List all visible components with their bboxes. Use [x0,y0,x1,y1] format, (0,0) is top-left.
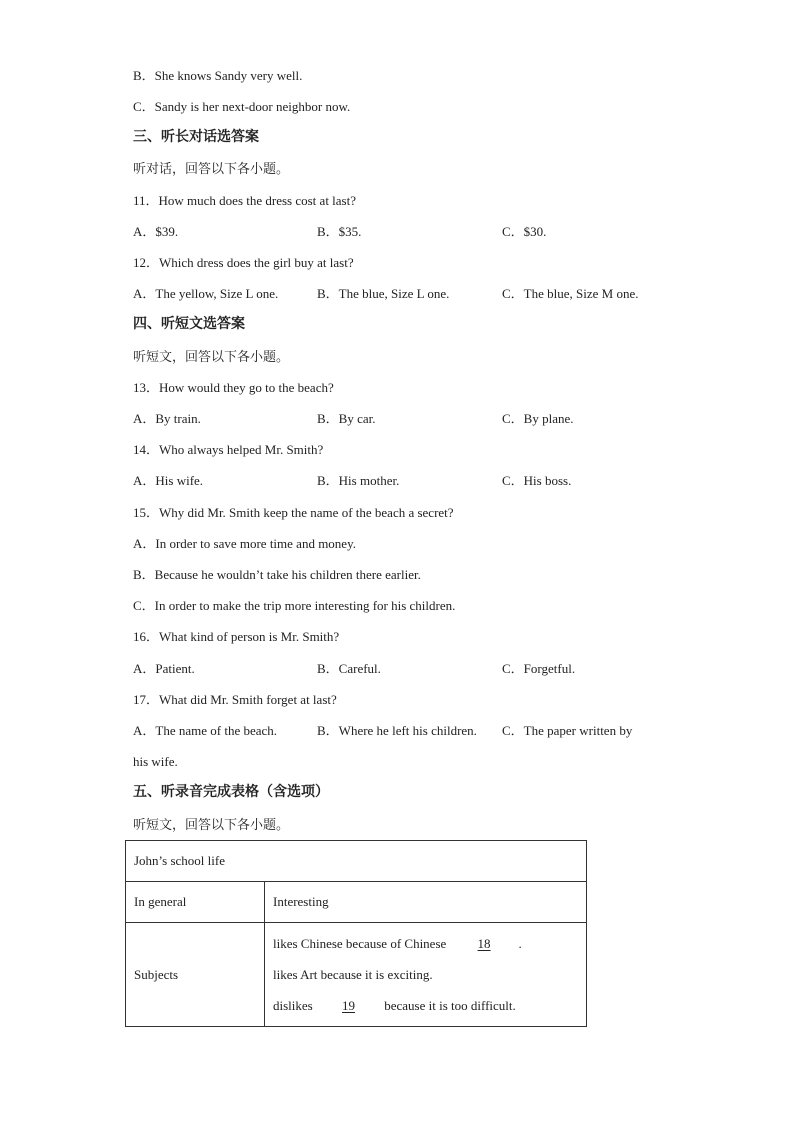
q12-option-c: C．The blue, Size M one. [502,286,639,301]
q11-option-b: B．$35. [317,224,362,239]
dislikes-reason: because it is too difficult. [380,998,516,1013]
question-11: 11．How much does the dress cost at last? [133,193,356,208]
q12-option-b: B．The blue, Size L one. [317,286,450,301]
table-cell-subjects-details [265,923,587,1027]
q16-option-a: A．Patient. [133,661,195,676]
table-header-interesting: Interesting [265,882,587,923]
question-13: 13．How would they go to the beach? [133,380,334,395]
question-12: 12．Which dress does the girl buy at last? [133,255,354,270]
q14-option-b: B．His mother. [317,473,400,488]
q17-option-a: A．The name of the beach. [133,723,278,738]
table-title: John’s school life [126,841,587,882]
q17-option-c: C．The paper written by [502,723,633,738]
chinese-period: . [518,936,522,951]
chinese-text: likes Chinese because of Chinese [273,936,450,951]
table-header-in-general: In general [126,882,265,923]
subject-line-dislikes [273,990,578,1021]
option-c-sandy: C．Sandy is her next-door neighbor now. [133,99,351,114]
section-5-instruction: 听短文，回答以下各小题。 [133,817,290,832]
q16-option-c: C．Forgetful. [502,661,576,676]
table-row-label-subjects: Subjects [126,923,265,1027]
section-4-instruction: 听短文，回答以下各小题。 [133,349,290,364]
subject-line-art: likes Art because it is exciting. [273,967,433,982]
question-16: 16．What kind of person is Mr. Smith? [133,629,340,644]
q13-option-b: B．By car. [317,411,376,426]
q16-option-b: B．Careful. [317,661,381,676]
question-17: 17．What did Mr. Smith forget at last? [133,692,337,707]
section-5-heading: 五、听录音完成表格（含选项） [133,785,329,800]
q17-option-c-continued: his wife. [133,754,178,769]
q12-option-a: A．The yellow, Size L one. [133,286,279,301]
section-3-instruction: 听对话，回答以下各小题。 [133,161,290,176]
option-b-sandy: B．She knows Sandy very well. [133,68,303,83]
q15-option-b: B．Because he wouldn’t take his children there earlier. [133,567,421,582]
school-life-table [125,840,587,1027]
q11-option-c: C．$30. [502,224,547,239]
subject-line-chinese [273,928,578,959]
q11-option-a: A．$39. [133,224,179,239]
question-15: 15．Why did Mr. Smith keep the name of the beach a secret? [133,505,454,520]
dislikes-text: dislikes [273,998,316,1013]
q13-option-a: A．By train. [133,411,201,426]
question-14: 14．Who always helped Mr. Smith? [133,442,324,457]
q15-option-a: A．In order to save more time and money. [133,536,356,551]
blank-18[interactable]: 18 [477,936,491,951]
section-3-heading: 三、听长对话选答案 [133,130,259,145]
q15-option-c: C．In order to make the trip more interesting for his children. [133,598,456,613]
q14-option-a: A．His wife. [133,473,204,488]
q17-option-b: B．Where he left his children. [317,723,477,738]
q14-option-c: C．His boss. [502,473,572,488]
section-4-heading: 四、听短文选答案 [133,317,245,332]
blank-19[interactable]: 19 [341,998,355,1013]
q13-option-c: C．By plane. [502,411,574,426]
